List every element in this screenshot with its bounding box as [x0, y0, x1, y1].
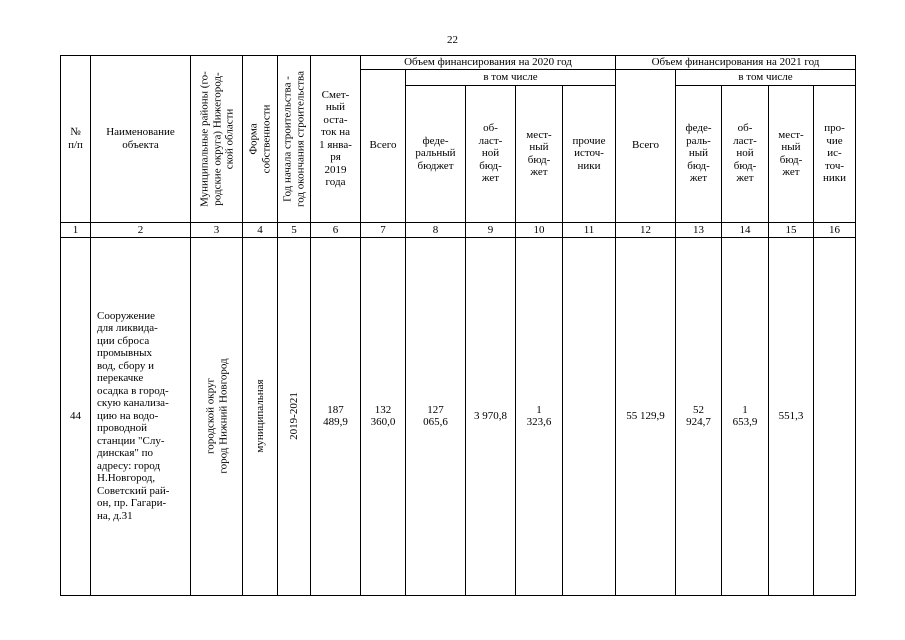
- header-federal-2020: феде- ральный бюджет: [406, 85, 466, 222]
- page-number: 22: [447, 34, 458, 46]
- column-number: 5: [278, 222, 311, 237]
- column-number: 4: [243, 222, 278, 237]
- column-number: 12: [616, 222, 676, 237]
- row-local-2021: 551,3: [769, 237, 814, 595]
- header-including-2020: в том числе: [406, 69, 616, 85]
- header-including-2021: в том числе: [676, 69, 856, 85]
- row-regional-2020: 3 970,8: [466, 237, 516, 595]
- header-row-1: [61, 56, 856, 70]
- row-federal-2020: 127 065,6: [406, 237, 466, 595]
- column-number: 3: [191, 222, 243, 237]
- column-number: 2: [91, 222, 191, 237]
- row-object-name: Сооружение для ликвида- ции сброса промывных вод, сбору и перекачке осадка в город- скую канализа- цию на водо- проводной станции "Слу- динская" по адресу: город Н.Новгород, Советский рай- он, пр. Гагари- на, д.31: [91, 237, 191, 595]
- column-number: 10: [516, 222, 563, 237]
- header-local-2020: мест- ный бюд- жет: [516, 85, 563, 222]
- header-estimate: Смет- ный оста- ток на 1 янва- ря 2019 года: [311, 56, 361, 223]
- row-other-2021: [814, 237, 856, 595]
- header-no: № п/п: [61, 56, 91, 223]
- header-years: Год начала строительства - год окончания строительства: [278, 56, 311, 223]
- row-ownership: муниципальная: [243, 237, 278, 595]
- column-number: 11: [563, 222, 616, 237]
- row-federal-2021: 52 924,7: [676, 237, 722, 595]
- column-number: 9: [466, 222, 516, 237]
- row-total-2020: 132 360,0: [361, 237, 406, 595]
- column-number: 15: [769, 222, 814, 237]
- column-number: 1: [61, 222, 91, 237]
- header-ownership: Форма собственности: [243, 56, 278, 223]
- header-name: Наименование объекта: [91, 56, 191, 223]
- row-no: 44: [61, 237, 91, 595]
- header-total-2021: Всего: [616, 69, 676, 222]
- row-municipality: городской округ город Нижний Новгород: [191, 237, 243, 595]
- financing-table: [60, 55, 856, 596]
- table-row: [61, 237, 856, 595]
- column-number: 14: [722, 222, 769, 237]
- header-group-2021: Объем финансирования на 2021 год: [616, 56, 856, 70]
- header-federal-2021: феде- раль- ный бюд- жет: [676, 85, 722, 222]
- header-local-2021: мест- ный бюд- жет: [769, 85, 814, 222]
- header-other-2021: про- чие ис- точ- ники: [814, 85, 856, 222]
- column-number: 8: [406, 222, 466, 237]
- row-other-2020: [563, 237, 616, 595]
- header-other-2020: прочие источ- ники: [563, 85, 616, 222]
- row-total-2021: 55 129,9: [616, 237, 676, 595]
- header-total-2020: Всего: [361, 69, 406, 222]
- column-number: 13: [676, 222, 722, 237]
- row-regional-2021: 1 653,9: [722, 237, 769, 595]
- header-regional-2020: об- ласт- ной бюд- жет: [466, 85, 516, 222]
- column-number: 16: [814, 222, 856, 237]
- column-number-row: [61, 222, 856, 237]
- header-group-2020: Объем финансирования на 2020 год: [361, 56, 616, 70]
- row-local-2020: 1 323,6: [516, 237, 563, 595]
- header-municipality: Муниципальные районы (го- родские округа) Нижегород- ской области: [191, 56, 243, 223]
- column-number: 7: [361, 222, 406, 237]
- header-regional-2021: об- ласт- ной бюд- жет: [722, 85, 769, 222]
- row-years: 2019-2021: [278, 237, 311, 595]
- row-estimate: 187 489,9: [311, 237, 361, 595]
- column-number: 6: [311, 222, 361, 237]
